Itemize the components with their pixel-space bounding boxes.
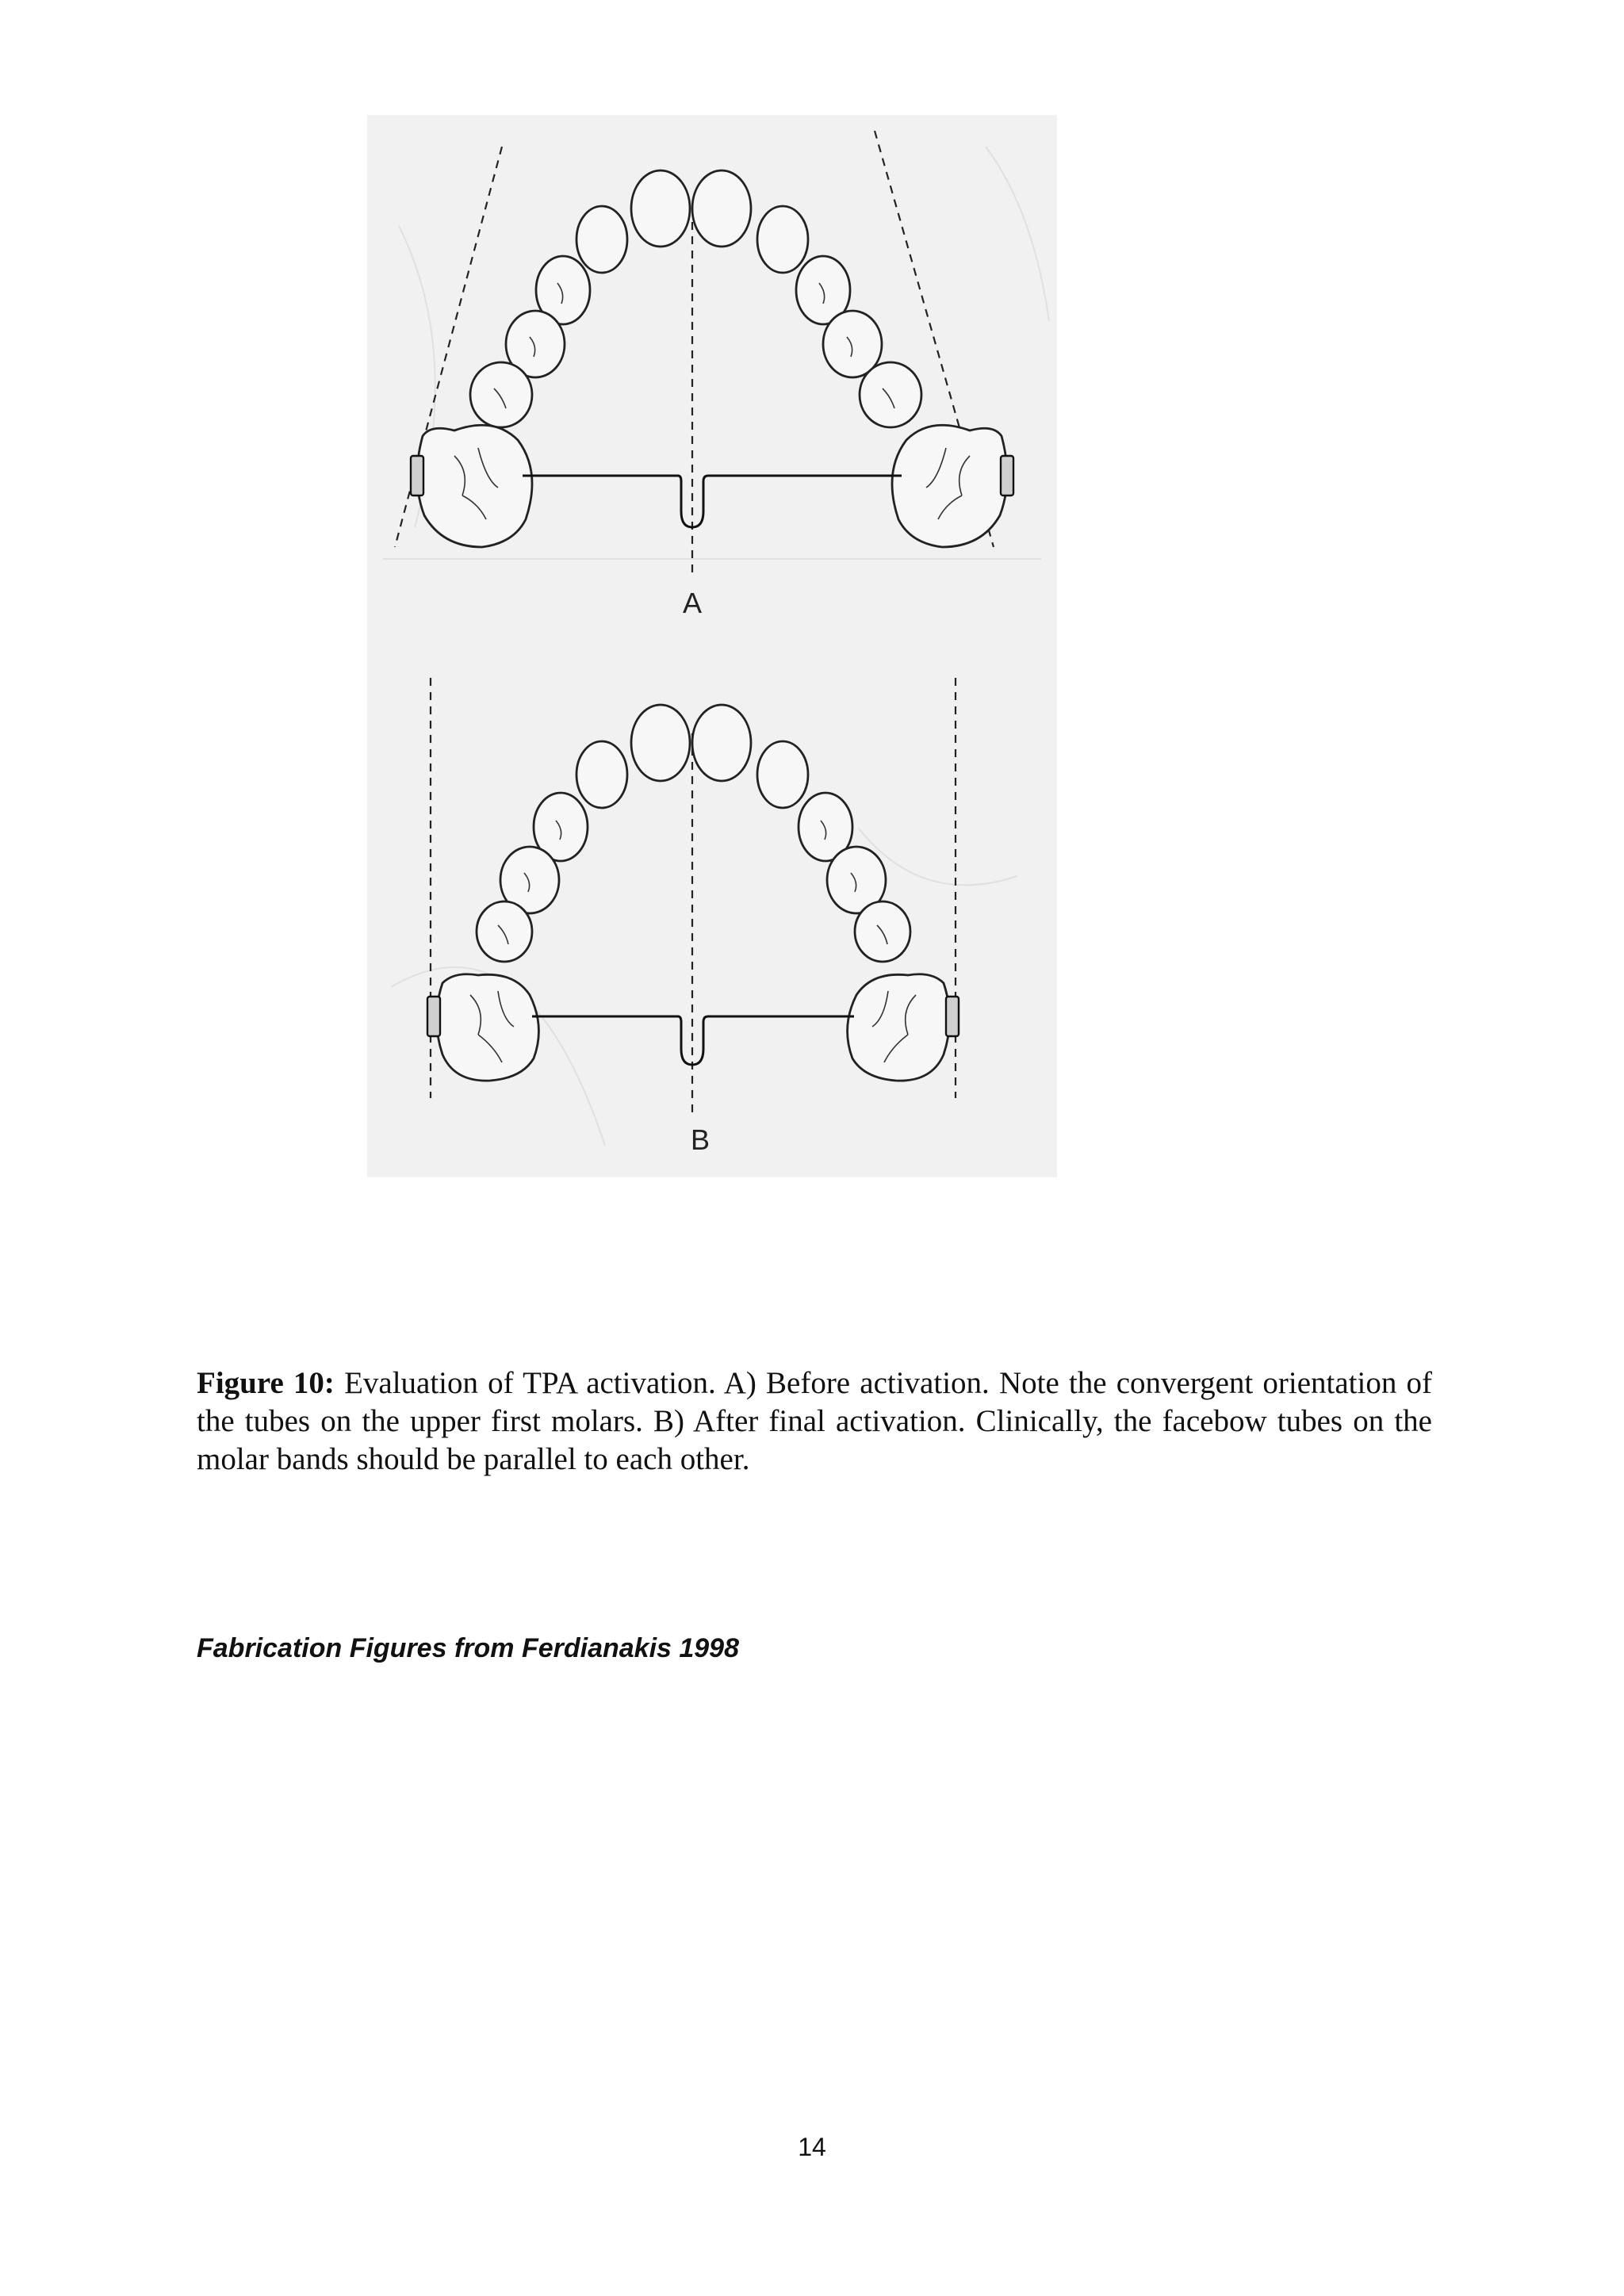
figure-caption-text: Evaluation of TPA activation. A) Before activation. Note the convergent orientation of the tubes on the upper first molars. B) After final activation. Clinically, the facebow tubes on the molar bands should be parallel to each other.	[197, 1366, 1432, 1476]
figure-caption-label: Figure 10:	[197, 1366, 335, 1400]
tpa-activation-figure	[367, 115, 1057, 1177]
figure-credit: Fabrication Figures from Ferdianakis 1998	[197, 1633, 740, 1663]
panel-a-label: A	[682, 587, 703, 619]
dental-arch-illustration	[367, 115, 1057, 1177]
figure-caption	[197, 1364, 1432, 1479]
panel-b-label: B	[690, 1123, 710, 1156]
page-number: 14	[798, 2133, 826, 2161]
